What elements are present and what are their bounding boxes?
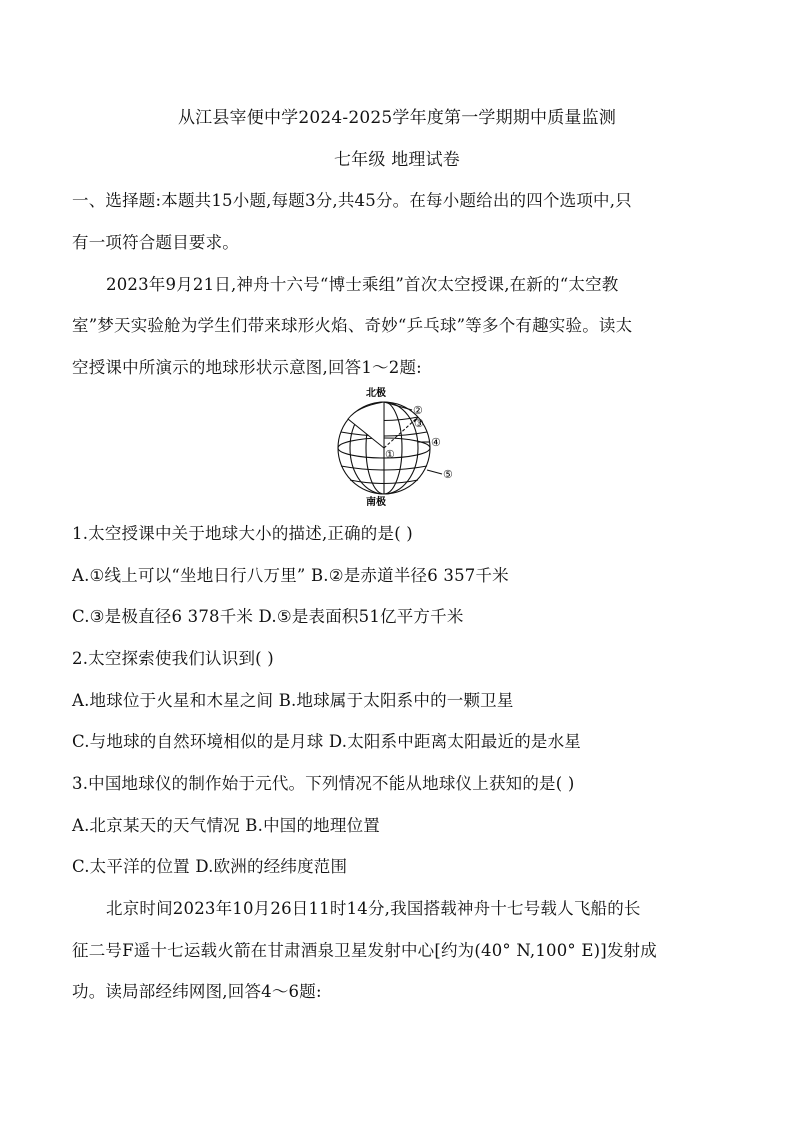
question-3-options-cd: C.太平洋的位置 D.欧洲的经纬度范围: [72, 857, 348, 876]
south-pole-label: 南极: [366, 497, 386, 508]
earth-shape-diagram: [328, 384, 468, 510]
intro1-line-2: 室”梦天实验舱为学生们带来球形火焰、奇妙“乒乓球”等多个有趣实验。读太: [72, 316, 633, 335]
page-subtitle: 七年级 地理试卷: [333, 150, 460, 170]
north-pole-label: 北极: [366, 388, 386, 399]
page-title: 从江县宰便中学2024-2025学年度第一学期期中质量监测: [177, 108, 617, 128]
question-1-options-ab: A.①线上可以“坐地日行八万里” B.②是赤道半径6 357千米: [72, 566, 509, 585]
question-2-options-cd: C.与地球的自然环境相似的是月球 D.太阳系中距离太阳最近的是水星: [72, 732, 582, 751]
section-heading-line-1: 一、选择题:本题共15小题,每题3分,共45分。在每小题给出的四个选项中,只: [72, 191, 632, 210]
marker-1: ①: [385, 448, 395, 461]
intro1-line-1: 2023年9月21日,神舟十六号“博士乘组”首次太空授课,在新的“太空教: [106, 275, 619, 294]
intro2-line-1: 北京时间2023年10月26日11时14分,我国搭载神舟十七号载人飞船的长: [106, 899, 641, 918]
marker-2: ②: [413, 404, 423, 417]
question-1-options-cd: C.③是极直径6 378千米 D.⑤是表面积51亿平方千米: [72, 607, 464, 626]
marker-3: ③: [414, 417, 424, 430]
marker-4: ④: [431, 436, 441, 449]
intro2-line-3: 功。读局部经纬网图,回答4～6题:: [72, 982, 322, 1001]
question-2-stem: 2.太空探索使我们认识到( ): [72, 649, 274, 668]
intro1-line-3: 空授课中所演示的地球形状示意图,回答1～2题:: [72, 358, 422, 377]
question-2-options-ab: A.地球位于火星和木星之间 B.地球属于太阳系中的一颗卫星: [72, 691, 514, 710]
question-3-options-ab: A.北京某天的天气情况 B.中国的地理位置: [72, 816, 380, 835]
question-3-stem: 3.中国地球仪的制作始于元代。下列情况不能从地球仪上获知的是( ): [72, 774, 575, 793]
marker-5: ⑤: [443, 468, 453, 481]
section-heading-line-2: 有一项符合题目要求。: [72, 233, 239, 252]
intro2-line-2: 征二号F遥十七运载火箭在甘肃酒泉卫星发射中心[约为(40° N,100° E)]发射成: [72, 941, 657, 960]
question-1-stem: 1.太空授课中关于地球大小的描述,正确的是( ): [72, 524, 413, 543]
